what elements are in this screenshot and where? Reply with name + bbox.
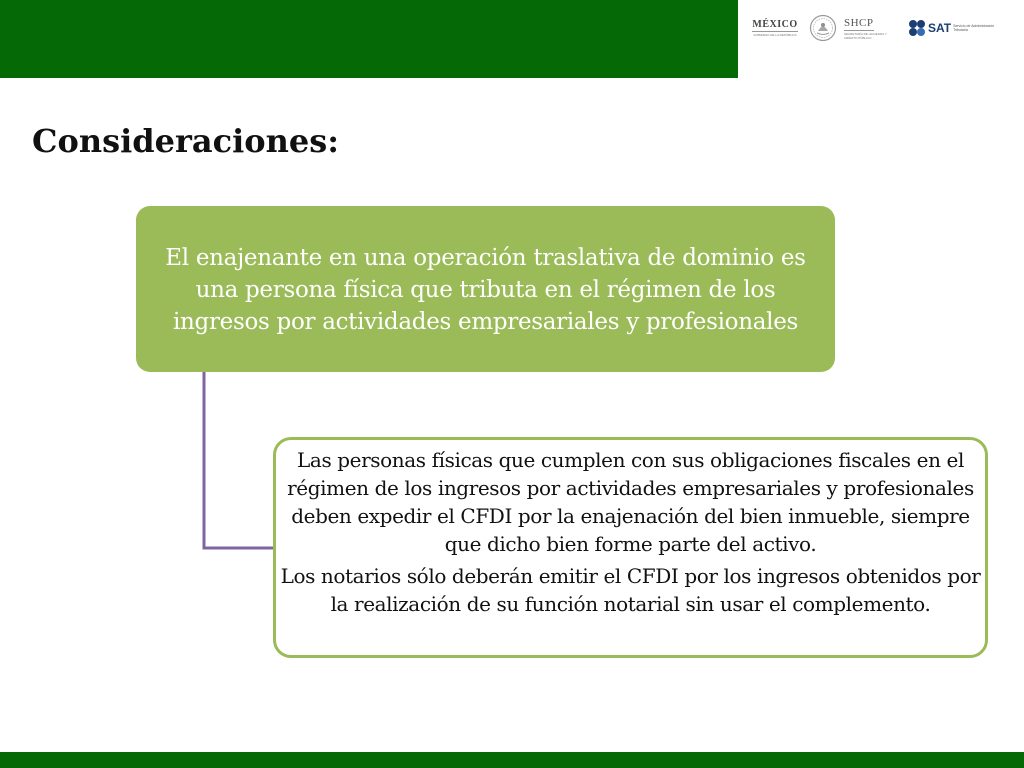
parent-box: El enajenante en una operación traslativa de dominio es una persona física que tributa en el régimen de los ingresos por actividades empresariales y profesionales: [136, 206, 835, 372]
child-box: [273, 437, 988, 658]
footer-green-bar: [0, 752, 1024, 768]
government-logos: [748, 8, 1014, 48]
connector-line: [200, 372, 280, 552]
sat-logo-subtitle: Servicio de Administración Tributaria: [953, 24, 995, 32]
mexico-logo-subtitle: GOBIERNO DE LA REPÚBLICA: [753, 33, 797, 37]
header-green-bar: [0, 0, 738, 78]
sat-mark-icon: [908, 19, 926, 37]
sat-logo: [908, 19, 997, 37]
national-seal-icon: [808, 13, 838, 43]
shcp-logo-name: SHCP: [844, 16, 874, 29]
mexico-logo-name: MÉXICO: [752, 19, 798, 30]
mexico-logo: [748, 12, 802, 44]
slide-title: Consideraciones:: [32, 122, 340, 160]
child-paragraph-1: Las personas físicas que cumplen con sus obligaciones fiscales en el régimen de los ingresos por actividades empresariales y profesionales deben expedir el CFDI por la enajenación del bien inmueble, siempre que dicho bien forme parte del activo.: [287, 448, 974, 556]
child-paragraph-2: Los notarios sólo deberán emitir el CFDI por los ingresos obtenidos por la realización de su función notarial sin usar el complemento.: [280, 564, 981, 616]
shcp-logo-subtitle: SECRETARÍA DE HACIENDA Y CRÉDITO PÚBLICO: [844, 31, 887, 40]
shcp-logo: [844, 12, 898, 44]
sat-logo-name: SAT: [928, 21, 952, 35]
